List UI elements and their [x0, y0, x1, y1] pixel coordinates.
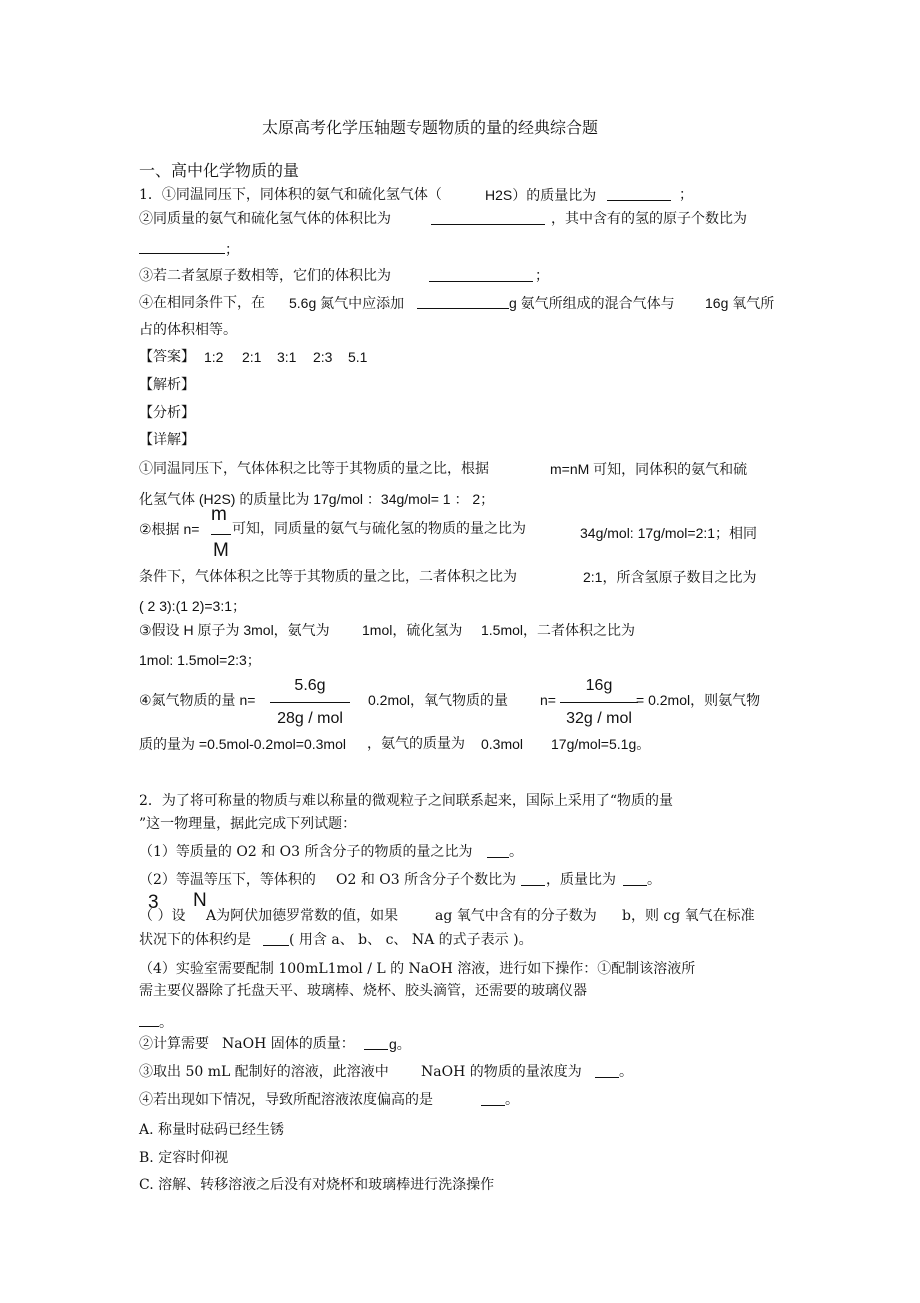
- detail-3: ②根据 n= 可知，同质量的氨气与硫化氢的物质的量之比为 34g/mol: 17g/mol=2:1；相同: [139, 521, 758, 541]
- q2-line2: ”这一物理量，据此完成下列试题：: [139, 816, 357, 832]
- fenxi-label: 【分析】: [139, 405, 195, 421]
- xiangjie-label: 【详解】: [139, 432, 195, 448]
- q2-part4: （4）实验室需要配制 100mL1mol / L 的 NaOH 溶液，进行如下操作：①配制该溶液所: [139, 961, 696, 977]
- blank: [263, 931, 289, 946]
- option-c: C. 溶解、转移溶液之后没有对烧杯和玻璃棒进行洗涤操作: [139, 1177, 495, 1193]
- blank: [139, 239, 225, 254]
- blank: [139, 1012, 159, 1027]
- fraction-n2: 5.6g 28g / mol: [270, 676, 350, 729]
- detail-5: ( 2 3):(1 2)=3:1；: [139, 598, 246, 614]
- detail-1: ①同温同压下，气体体积之比等于其物质的量之比，根据 m=nM 可知，同体积的氨气和硫: [139, 461, 748, 477]
- q1-line2: ②同质量的氨气和硫化氢气体的体积比为 ，其中含有的氢的原子个数比为: [139, 211, 747, 227]
- q2-part1: （1）等质量的 O2 和 O3 所含分子的物质的量之比为 。: [139, 844, 523, 860]
- blank: [623, 871, 647, 886]
- q1-line3: ；: [139, 239, 239, 259]
- blank: [429, 267, 533, 282]
- page-title: 太原高考化学压轴题专题物质的量的经典综合题: [262, 118, 599, 137]
- q1-line4: ③若二者氢原子数相等，它们的体积比为 ；: [139, 268, 549, 284]
- q2-part2: （2）等温等压下，等体积的 O2 和 O3 所含分子个数比为 ，质量比为 。: [139, 872, 661, 888]
- option-a: A. 称量时砝码已经生锈: [139, 1122, 285, 1138]
- option-b: B. 定容时仰视: [139, 1150, 229, 1166]
- fraction-m: m: [211, 504, 227, 525]
- blank: [521, 871, 545, 886]
- blank: [431, 210, 545, 225]
- q2-part3: （ ）设 A为阿伏加德罗常数的值，如果 ag 氧气中含有的分子数为 b，则 cg 氧气在标准: [139, 908, 755, 924]
- detail-7: 1mol: 1.5mol=2:3；: [139, 652, 261, 668]
- blank: [481, 1091, 505, 1106]
- blank: [364, 1035, 388, 1050]
- detail-8: ④氮气物质的量 n= 0.2mol，氧气物质的量 n= = 0.2mol，则氨气物: [139, 692, 761, 708]
- blank: [417, 294, 509, 309]
- q2-step3: ③取出 50 mL 配制好的溶液，此溶液中 NaOH 的物质的量浓度为 。: [139, 1064, 633, 1080]
- q1-line1: 1．①同温同压下，同体积的氨气和硫化氢气体（ H2S）的质量比为 ；: [139, 187, 693, 203]
- q2-step4: ④若出现如下情况，导致所配溶液浓度偏高的是 。: [139, 1092, 519, 1108]
- q2-part4-blank: 。: [139, 1012, 173, 1032]
- na-symbol: N: [193, 890, 207, 911]
- fraction-M: M: [213, 540, 229, 561]
- detail-9: 质的量为 =0.5mol-0.2mol=0.3mol ，氨气的质量为 0.3mol 17g/mol=5.1g。: [139, 736, 651, 752]
- detail-6: ③假设 H 原子为 3mol，氨气为 1mol，硫化氢为 1.5mol，二者体积之比为: [139, 622, 636, 638]
- blank: [487, 843, 509, 858]
- answer-line: 【答案】 1:2 2:1 3:1 2:3 5.1: [139, 349, 368, 365]
- detail-2: 化氢气体 (H2S) 的质量比为 17g/mol ：34g/mol= 1 ： 2；: [139, 491, 495, 507]
- q1-line6: 占的体积相等。: [139, 322, 237, 338]
- blank: [607, 186, 671, 201]
- q2-step2: ②计算需要 NaOH 固体的质量： g。: [139, 1036, 411, 1052]
- jiexi-label: 【解析】: [139, 377, 195, 393]
- blank: [595, 1063, 619, 1078]
- detail-4: 条件下，气体体积之比等于其物质的量之比，二者体积之比为 2:1，所含氢原子数目之比为: [139, 569, 757, 585]
- q1-line5: ④在相同条件下，在 5.6g 氮气中应添加 g 氨气所组成的混合气体与 16g 氧气所: [139, 295, 775, 311]
- fraction-bar: [211, 534, 231, 535]
- q2-part3-cont: 状况下的体积约是 ( 用含 a、 b、 c、 NA 的式子表示 )。: [139, 932, 533, 948]
- q2-part4-cont: 需主要仪器除了托盘天平、玻璃棒、烧杯、胶头滴管，还需要的玻璃仪器: [139, 983, 587, 999]
- part3-number: 3: [148, 892, 159, 913]
- q2-line1: 2．为了将可称量的物质与难以称量的微观粒子之间联系起来，国际上采用了“物质的量: [139, 793, 674, 809]
- fraction-o2: 16g 32g / mol: [560, 676, 638, 729]
- section-heading: 一、高中化学物质的量: [139, 161, 300, 180]
